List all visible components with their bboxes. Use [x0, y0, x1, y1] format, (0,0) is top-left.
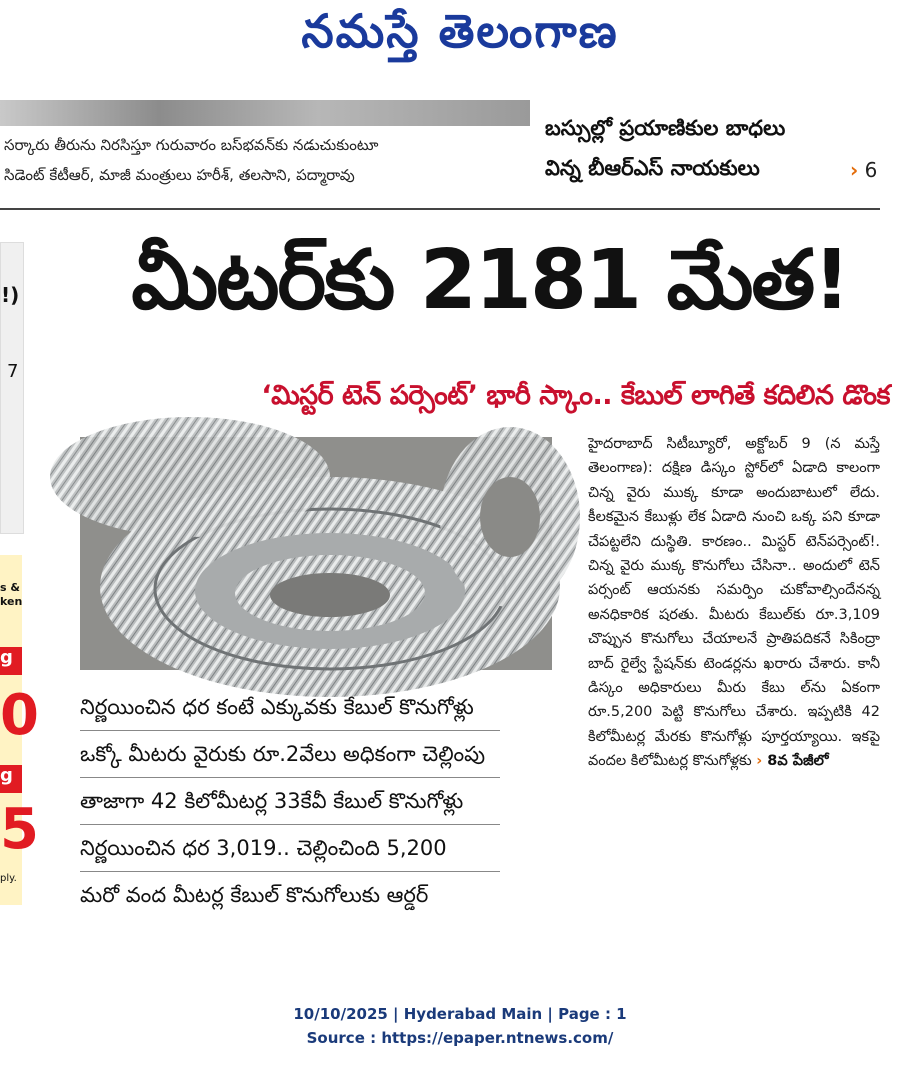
- teaser-line: బస్సుల్లో ప్రయాణికుల బాధలు: [545, 116, 786, 140]
- top-photo-strip: [0, 100, 530, 126]
- ad-text: ply.: [0, 873, 17, 884]
- footer-date-edition: 10/10/2025 | Hyderabad Main | Page : 1: [293, 1005, 627, 1023]
- side-advert-fragment: [0, 555, 39, 905]
- ad-block: [0, 765, 22, 793]
- main-headline: మీటర్‌కు 2181 మేత!: [131, 233, 849, 328]
- highlight-item: మరో వంద మీటర్ల కేబుల్ కొనుగోలుకు ఆర్డర్: [80, 883, 429, 907]
- caption-line: సర్కారు తీరును నిరసిస్తూ గురువారం బస్‌భవన్‌కు నడుచుకుంటూ: [4, 136, 379, 154]
- caption-line: సిడెంట్ కేటీఆర్, మాజీ మంత్రులు హరీశ్, తలసాని, పద్మారావు: [4, 166, 355, 184]
- highlight-item: తాజాగా 42 కిలోమీటర్ల 33కేవీ కేబుల్ కొనుగోళ్లు: [80, 778, 500, 825]
- top-story-teaser[interactable]: [545, 108, 845, 188]
- ad-text: 5: [0, 797, 39, 862]
- side-text: 7: [7, 361, 19, 382]
- masthead: [0, 0, 920, 80]
- sub-headline: ‘మిస్టర్ టెన్ పర్సెంట్’ భారీ స్కాం.. కేబుల్ లాగితే కదిలిన డొంక: [261, 380, 890, 411]
- highlight-item: ఒక్కో మీటరు వైరుకు రూ.2వేలు అధికంగా చెల్లింపు: [80, 731, 500, 778]
- article-text: హైదరాబాద్ సిటీబ్యూరో, అక్టోబర్ 9 (న మస్తే తెలంగాణ): దక్షిణ డిస్కం స్టోర్‌లో ఏడాది కాలంగా చిన్న వైరు ముక్క కూడా అందుబాటులో లేదు. కీలకమైన కేబుళ్లు లేక ఏడాది నుంచి ఒక్క పని కూడా చేపట్టలేని దుస్థితి. కారణం.. మిస్టర్ టెన్‌పర్సెంట్!. చిన్న వైరు ముక్క కొనుగోలు చేసినా.. అందులో టెన్ పర్సంట్ ఆయనకు సమర్పిం చుకోవాల్సిందేనన్న అనధికారిక షరతు. మీటరు కేబుల్‌కు రూ.3,109 చొప్పున కొనుగోలు చేయాలనే ప్రాతిపదికనే సికింద్రా బాద్ రైల్వే స్టేషన్‌కు టెండర్లను ఖరారు చేశారు. కానీ డిస్కం అధికారులు మీరు కేబు ల్‌ను ఏకంగా రూ.5,200 పెట్టి కొనుగోలు చేశారు. ఇప్పటికి 42 కిలోమీటర్ల మేరకు కొనుగోళ్లు పూర్తయ్యాయి. ఇకపై వందల కిలోమీటర్ల కొనుగోళ్లకు: [588, 436, 880, 770]
- continue-link[interactable]: [756, 753, 828, 769]
- ad-text: 0: [0, 683, 39, 748]
- ad-text: s &: [0, 581, 20, 594]
- chevron-right-icon: ›: [756, 753, 763, 770]
- newspaper-logo: నమస్తే తెలంగాణ: [301, 4, 619, 58]
- page-footer: [0, 1002, 920, 1050]
- continue-page-label: 8వ పేజీలో: [767, 753, 829, 770]
- chevron-right-icon: ›: [850, 158, 859, 182]
- teaser-page-number: 6: [864, 158, 878, 182]
- highlight-item: నిర్ణయించిన ధర కంటే ఎక్కువకు కేబుల్ కొనుగోళ్లు: [80, 684, 500, 731]
- ad-text: g: [0, 765, 13, 786]
- ad-text: ken: [0, 595, 23, 608]
- side-text: !): [1, 283, 20, 307]
- highlight-item: నిర్ణయించిన ధర 3,019.. చెల్లించింది 5,200: [80, 825, 500, 872]
- footer-source-link[interactable]: Source : https://epaper.ntnews.com/: [306, 1029, 614, 1047]
- section-divider: [0, 208, 880, 210]
- teaser-line: విన్న బీఆర్‌ఎస్ నాయకులు: [545, 156, 760, 180]
- teaser-page-ref[interactable]: [850, 158, 877, 182]
- highlights-list: [80, 684, 500, 918]
- side-column-fragment: [0, 242, 24, 534]
- ad-text: g: [0, 647, 13, 668]
- article-body: [588, 432, 880, 774]
- cable-coils-photo: [80, 437, 552, 670]
- ad-block: [0, 647, 22, 675]
- top-photo-caption: [4, 130, 534, 190]
